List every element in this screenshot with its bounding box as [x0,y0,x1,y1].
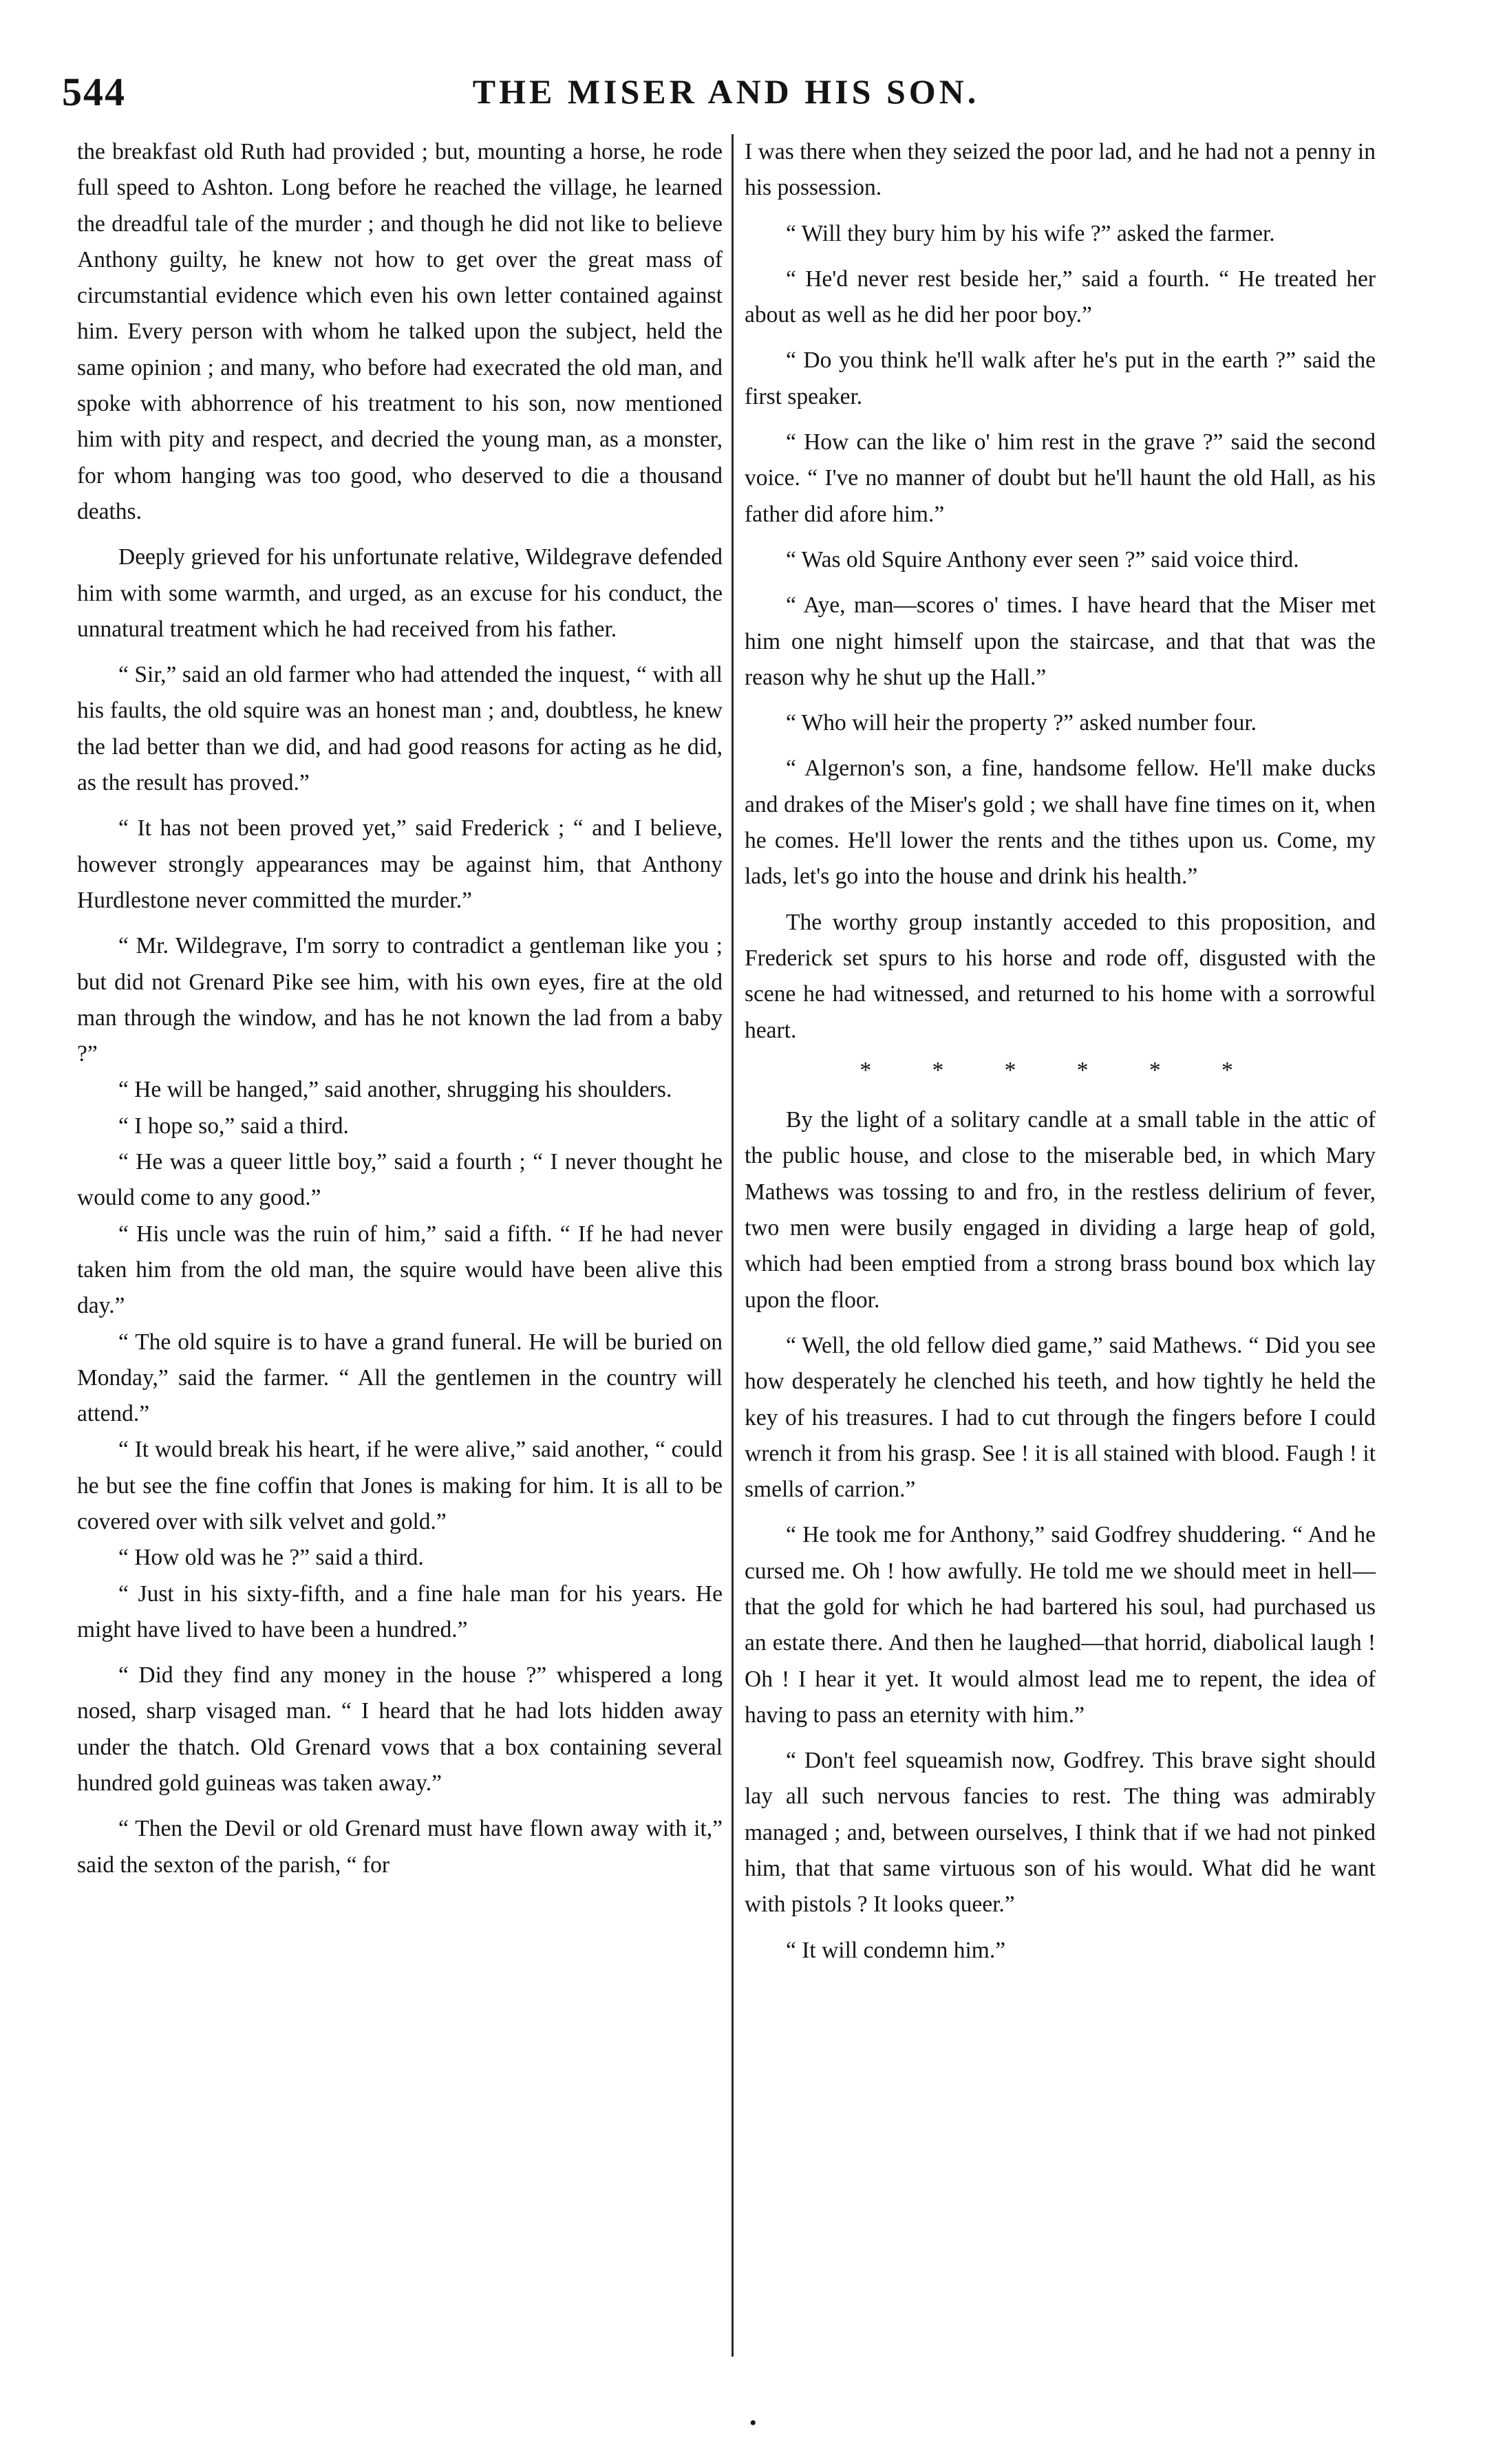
paragraph: “ He will be hanged,” said another, shrugging his shoulders. [118,1077,672,1103]
paragraph: “ He'd never rest beside her,” said a fourth. “ He treated her about as well as he did her poor boy.” [745,266,1376,328]
right-column [745,134,1376,1969]
paragraph: “ Aye, man—scores o' times. I have heard that the Miser met him one night himself upon the staircase, and that that was the reason why he shut up the Hall.” [745,592,1376,690]
paragraph: “ Sir,” said an old farmer who had attended the inquest, “ with all his faults, the old squire was an honest man ; and, doubtless, he knew the lad better than we did, and had good reasons for acting as he did, as the result has proved.” [77,662,723,796]
paragraph: “ He was a queer little boy,” said a fourth ; “ I never thought he would come to any good.” [77,1149,723,1211]
paragraph: “ Did they find any money in the house ?” whispered a long nosed, sharp visaged man. “ I heard that he had lots hidden away under the thatch. Old Grenard vows that a box containing several hundred gold guineas was taken away.” [77,1662,723,1797]
paragraph: “ He took me for Anthony,” said Godfrey shuddering. “ And he cursed me. Oh ! how awfully. He told me we should meet in hell—that the gold for which he had bartered his soul, had purchased us an estate there. And then he laughed—that horrid, diabolical laugh ! Oh ! I hear it yet. It would almost lead me to repent, the idea of having to pass an eternity with him.” [745,1522,1376,1728]
paragraph: “ It has not been proved yet,” said Frederick ; “ and I believe, however strongly appearances may be against him, that Anthony Hurdlestone never committed the murder.” [77,815,723,913]
paragraph: “ How old was he ?” said a third. [118,1545,424,1571]
paragraph: Deeply grieved for his unfortunate relative, Wildegrave defended him with some warmth, and urged, as an excuse for his conduct, the unnatural treatment which he had received from his father. [77,544,723,642]
paragraph: By the light of a solitary candle at a small table in the attic of the public house, and close to the miserable bed, in which Mary Mathews was tossing to and fro, in the restless delirium of fever, two men were busily engaged in dividing a large heap of gold, which had been emptied from a strong brass bound box which lay upon the floor. [745,1107,1376,1313]
page-number: 544 [62,69,126,114]
paragraph: “ Then the Devil or old Grenard must have flown away with it,” said the sexton of the parish, “ for [77,1816,723,1878]
paragraph: “ Do you think he'll walk after he's put in the earth ?” said the first speaker. [745,347,1376,409]
paragraph: “ Well, the old fellow died game,” said Mathews. “ Did you see how desperately he clenched his teeth, and how tightly he held the key of his treasures. I had to cut through the fingers before I could wrench it from his grasp. See ! it is all stained with blood. Faugh ! it smells of carrion.” [745,1332,1376,1503]
paragraph: “ The old squire is to have a grand funeral. He will be buried on Monday,” said the farmer. “ All the gentlemen in the country will attend.” [77,1329,723,1427]
paragraph: “ Don't feel squeamish now, Godfrey. This brave sight should lay all such nervous fancies to rest. The thing was admirably managed ; and, between ourselves, I think that if we had not pinked him, that that same virtuous son of his would. What did he want with pistols ? It looks queer.” [745,1748,1376,1918]
paragraph: “ Mr. Wildegrave, I'm sorry to contradict a gentleman like you ; but did not Grenard Pike see him, with his own eyes, fire at the old man through the window, and has he not known the lad from a baby ?” [77,933,723,1067]
paragraph: “ Will they bury him by his wife ?” asked the farmer. [786,220,1275,246]
paragraph: The worthy group instantly acceded to this proposition, and Frederick set spurs to his horse and rode off, disgusted with the scene he had witnessed, and returned to his home with a sorrowful heart. [745,909,1376,1043]
section-break: * * * * * * [860,1057,1261,1083]
paragraph: “ His uncle was the ruin of him,” said a fifth. “ If he had never taken him from the old man, the squire would have been alive this day.” [77,1221,723,1319]
page-header [62,69,1390,124]
paragraph: “ I hope so,” said a third. [118,1113,349,1139]
paragraph: “ Was old Squire Anthony ever seen ?” said voice third. [786,546,1299,572]
paragraph: “ It will condemn him.” [786,1937,1006,1963]
paragraph: “ Just in his sixty-fifth, and a fine hale man for his years. He might have lived to have been a hundred.” [77,1581,723,1642]
running-title: THE MISER AND HIS SON. [472,72,980,111]
paragraph: “ Who will heir the property ?” asked number four. [786,710,1257,736]
paragraph: “ It would break his heart, if he were alive,” said another, “ could he but see the fine coffin that Jones is making for him. It is all to be covered over with silk velvet and gold.” [77,1437,723,1534]
paragraph: “ Algernon's son, a fine, handsome fellow. He'll make ducks and drakes of the Miser's gold ; we shall have fine times on it, when he comes. He'll lower the rents and the tithes upon us. Come, my lads, let's go into the house and drink his health.” [745,756,1376,890]
column-rule [732,134,734,2357]
paragraph: I was there when they seized the poor lad, and he had not a penny in his possession. [745,139,1376,201]
left-column [77,134,723,1883]
footer-mark: • [749,2412,757,2434]
paragraph: the breakfast old Ruth had provided ; but, mounting a horse, he rode full speed to Ashton. Long before he reached the village, he learned the dreadful tale of the murder ; and though he did not like to believe Anthony guilty, he knew not how to get over the great mass of circumstantial evidence which even his own letter contained against him. Every person with whom he talked upon the subject, held the same opinion ; and many, who before had execrated the old man, and spoke with abhorrence of his treatment to his son, now mentioned him with pity and respect, and decried the young man, as a monster, for whom hanging was too good, who deserved to die a thousand deaths. [77,139,723,524]
paragraph: “ How can the like o' him rest in the grave ?” said the second voice. “ I've no manner of doubt but he'll haunt the old Hall, as his father did afore him.” [745,429,1376,527]
